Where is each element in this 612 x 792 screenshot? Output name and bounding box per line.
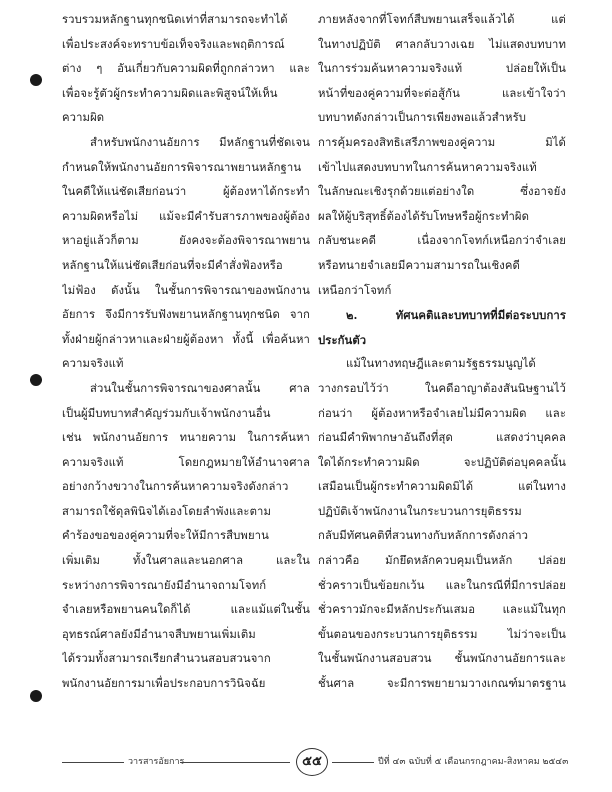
page-footer xyxy=(62,748,569,778)
text-line: ต่าง ๆ อันเกี่ยวกับความผิดที่ถูกกล่าวหา และ xyxy=(62,62,310,76)
text-line: ความผิดหรือไม่ แม้จะมีคำรับสารภาพของผู้ต้อง xyxy=(62,209,310,223)
section-heading xyxy=(318,303,566,352)
text-line: หลักฐานให้แน่ชัดเสียก่อนที่จะมีคำสั่งฟ้องหรือ xyxy=(62,258,283,272)
text-line: ความจริงแท้ โดยกฎหมายให้อำนาจศาล xyxy=(62,455,310,469)
left-column xyxy=(62,8,310,697)
text-line: จำเลยหรือพยานคนใดก็ได้ และแม้แต่ในชั้น xyxy=(62,603,310,617)
left-paragraph-1 xyxy=(62,8,310,131)
text-line: กำหนดให้พนักงานอัยการพิจารณาพยานหลักฐาน xyxy=(62,160,302,174)
text-line: ในการร่วมค้นหาความจริงแท้ ปล่อยให้เป็น xyxy=(318,62,566,76)
footer-rule xyxy=(180,762,290,763)
footer-rule xyxy=(62,762,124,763)
text-line: ส่วนในชั้นการพิจารณาของศาลนั้น ศาล xyxy=(90,381,310,395)
text-line: เช่น พนักงานอัยการ ทนายความ ในการค้นหา xyxy=(62,431,310,445)
text-line: ปฏิบัติเจ้าพนักงานในกระบวนการยุติธรรม xyxy=(318,504,522,518)
text-line: ในลักษณะเชิงรุกด้วยแต่อย่างใด ซึ่งอาจยัง xyxy=(318,185,566,199)
text-line: เพื่อประสงค์จะทราบข้อเท็จจริงและพฤติการณ์ xyxy=(62,37,285,51)
text-line: อัยการ จึงมีการรับฟังพยานหลักฐานทุกชนิด จาก xyxy=(62,308,310,322)
heading-line: ๒. ทัศนคติและบทบาทที่มีต่อระบบการ xyxy=(346,308,566,323)
text-line: คำร้องขอของคู่ความที่จะให้มีการสืบพยาน xyxy=(62,529,269,543)
text-line: กล่าวคือ มักยึดหลักควบคุมเป็นหลัก ปล่อย xyxy=(318,554,566,568)
text-line: เหนือกว่าโจทก์ xyxy=(318,283,392,297)
text-line: ในทางปฏิบัติ ศาลกลับวางเฉย ไม่แสดงบทบาท xyxy=(318,37,566,51)
text-line: เพื่อจะรู้ตัวผู้กระทำความผิดและพิสูจน์ให้เห็น xyxy=(62,86,278,100)
left-paragraph-3 xyxy=(62,377,310,697)
text-line: ภายหลังจากที่โจทก์สืบพยานเสร็จแล้วได้ แต่ xyxy=(318,13,566,26)
heading-line: ประกันตัว xyxy=(318,332,367,347)
text-line: ผลให้ผู้บริสุทธิ์ต้องได้รับโทษหรือผู้กระทำผิด xyxy=(318,209,530,223)
text-line: แม้ในทางทฤษฎีและตามรัฐธรรมนูญได้ xyxy=(346,357,536,371)
text-line: หรือทนายจำเลยมีความสามารถในเชิงคดี xyxy=(318,258,520,272)
text-line: ในคดีให้แน่ชัดเสียก่อนว่า ผู้ต้องหาได้กระทำ xyxy=(62,185,310,199)
text-line: ได้รวมทั้งสามารถเรียกสำนวนสอบสวนจาก xyxy=(62,652,271,666)
text-line: หน้าที่ของคู่ความที่จะต่อสู้กัน และเข้าใจว่า xyxy=(318,86,566,100)
text-line: ไม่ฟ้อง ดังนั้น ในชั้นการพิจารณาของพนักงาน xyxy=(62,283,310,297)
text-line: อย่างกว้างขวางในการค้นหาความจริงดังกล่าว xyxy=(62,480,289,494)
text-line: กลับชนะคดี เนื่องจากโจทก์เหนือกว่าจำเลย xyxy=(318,234,566,248)
text-line: รวบรวมหลักฐานทุกชนิดเท่าที่สามารถจะทำได้ xyxy=(62,13,288,26)
punch-hole-middle xyxy=(30,374,42,386)
text-line: สามารถใช้ดุลพินิจได้เองโดยลำพังและตาม xyxy=(62,504,271,518)
page-number: ๕๕ xyxy=(296,748,328,776)
right-column xyxy=(318,8,566,697)
text-line: ก่อนมีคำพิพากษาอันถึงที่สุด แสดงว่าบุคคล xyxy=(318,431,566,445)
text-line: พนักงานอัยการมาเพื่อประกอบการวินิจฉัย xyxy=(62,677,266,691)
text-line: เพิ่มเติม ทั้งในศาลและนอกศาล และใน xyxy=(62,554,310,568)
journal-name: วารสารอัยการ xyxy=(128,757,185,767)
text-line: ระหว่างการพิจารณายังมีอำนาจถามโจทก์ xyxy=(62,578,267,592)
footer-rule xyxy=(332,762,374,763)
text-line: เสมือนเป็นผู้กระทำความผิดมิได้ แต่ในทาง xyxy=(318,480,566,494)
text-line: เข้าไปแสดงบทบาทในการค้นหาความจริงแท้ xyxy=(318,160,537,174)
text-line: ชั้นศาล จะมีการพยายามวางเกณฑ์มาตรฐาน xyxy=(318,677,566,691)
text-line: ชั่วคราวเป็นข้อยกเว้น และในกรณีที่มีการปล่อย xyxy=(318,578,566,592)
text-line: หาอยู่แล้วก็ตาม ยังคงจะต้องพิจารณาพยาน xyxy=(62,234,310,248)
right-paragraph-2 xyxy=(318,352,566,696)
text-line: การคุ้มครองสิทธิเสรีภาพของคู่ความ มิได้ xyxy=(318,135,566,149)
text-line: ขั้นตอนของกระบวนการยุติธรรม ไม่ว่าจะเป็น xyxy=(318,627,566,641)
punch-hole-top xyxy=(30,74,42,86)
text-line: ชั่วคราวมักจะมีหลักประกันเสมอ และแม้ในทุก xyxy=(318,603,566,617)
text-line: บทบาทดังกล่าวเป็นการเพียงพอแล้วสำหรับ xyxy=(318,111,527,125)
text-line: ก่อนว่า ผู้ต้องหาหรือจำเลยไม่มีความผิด และ xyxy=(318,406,566,420)
text-line: เป็นผู้มีบทบาทสำคัญร่วมกับเจ้าพนักงานอื่น xyxy=(62,406,271,420)
text-line: ความผิด xyxy=(62,111,105,125)
right-paragraph-1 xyxy=(318,8,566,303)
text-line: อุทธรณ์ศาลยังมีอำนาจสืบพยานเพิ่มเติม xyxy=(62,627,256,641)
punch-hole-bottom xyxy=(30,690,42,702)
text-line: กลับมีทัศนคติที่สวนทางกับหลักการดังกล่าว xyxy=(318,529,529,543)
text-line: วางกรอบไว้ว่า ในคดีอาญาต้องสันนิษฐานไว้ xyxy=(318,381,566,395)
issue-info: ปีที่ ๔๓ ฉบับที่ ๕ เดือนกรกฎาคม-สิงหาคม ๒๕๔๓ xyxy=(378,757,569,767)
text-line: ใดได้กระทำความผิด จะปฏิบัติต่อบุคคลนั้น xyxy=(318,455,566,469)
text-line: สำหรับพนักงานอัยการ มีหลักฐานที่ชัดเจน xyxy=(90,135,310,149)
text-line: ในชั้นพนักงานสอบสวน ชั้นพนักงานอัยการและ xyxy=(318,652,566,666)
text-line: ทั้งฝ่ายผู้กล่าวหาและฝ่ายผู้ต้องหา ทั้งนี้ เพื่อค้นหา xyxy=(62,332,310,346)
text-line: ความจริงแท้ xyxy=(62,357,124,371)
left-paragraph-2 xyxy=(62,131,310,377)
